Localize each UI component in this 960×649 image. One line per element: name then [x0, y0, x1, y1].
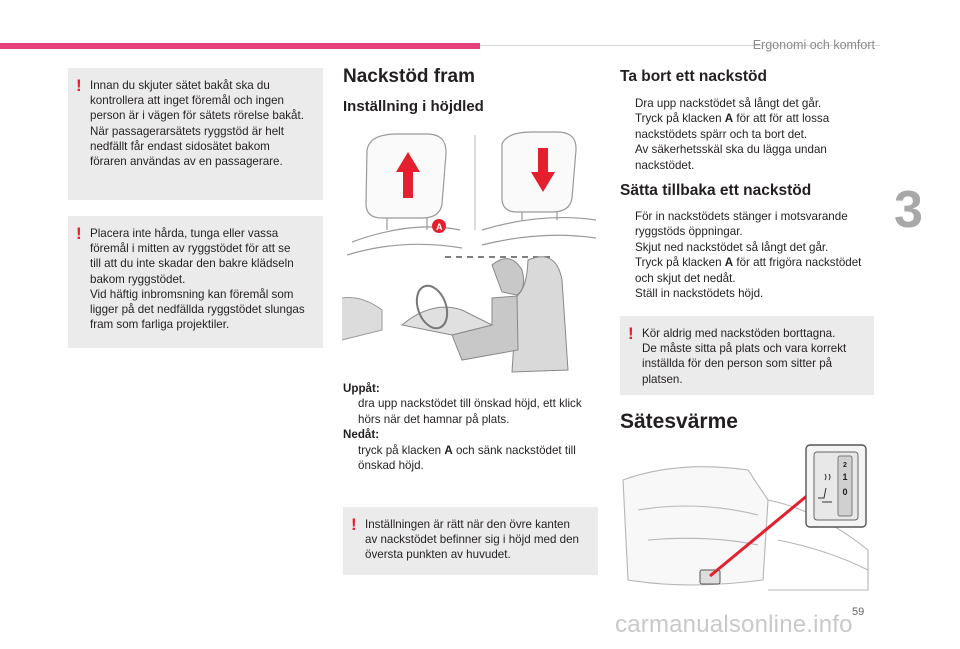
warning-box-objects	[68, 216, 323, 348]
section-heading-front-headrest: Nackstöd fram	[343, 66, 475, 87]
warning-icon: !	[351, 515, 357, 534]
down-list	[343, 443, 598, 474]
label-up: Uppåt:	[343, 382, 380, 395]
note-box-correct-height	[343, 507, 598, 575]
list-item: Tryck på klacken A för att för att lossa nackstödets spärr och ta bort det.	[635, 112, 830, 141]
warning-text: Placera inte hårda, tunga eller vassa föremål i mitten av ryggstödet för att se till att du inte skadar den bakre klädseln bakom ryggstödet. Vid häftig inbromsning kan föremål som ligger på det nedfällda ryggstödet slungas fram som farliga projektiler.	[90, 227, 305, 332]
warning-icon: !	[628, 324, 634, 343]
height-instructions	[343, 381, 598, 473]
note-text: Inställningen är rätt när den övre kanten av nackstödet befinner sig i höjd med den översta punkten av huvudet.	[365, 518, 579, 562]
warning-text: Kör aldrig med nackstöden borttagna. De måste sitta på plats och vara korrekt inställda för den person som sitter på platsen.	[642, 327, 847, 386]
list-item: Skjut ned nackstödet så långt det går.	[635, 240, 829, 254]
heading-refit-headrest: Sätta tillbaka ett nackstöd	[620, 182, 812, 199]
refit-list	[620, 209, 880, 301]
header-accent-bar	[0, 43, 480, 49]
remove-list	[620, 96, 875, 173]
warning-box-seat-back	[68, 68, 323, 200]
section-title: Ergonomi och komfort	[752, 38, 875, 52]
list-item: Dra upp nackstödet så långt det går.	[635, 97, 822, 110]
svg-text:0: 0	[842, 487, 848, 497]
list-item: dra upp nackstödet till önskad höjd, ett klick hörs när det hamnar på plats.	[358, 397, 582, 426]
warning-text: Innan du skjuter sätet bakåt ska du kontrollera att inget föremål och ingen person är i vägen för sätets rörelse bakåt. När passagerarsätets ryggstöd är helt nedfällt får endast sidosätet bakom föraren användas av en passagerare.	[90, 79, 304, 169]
watermark: carmanualsonline.info	[615, 611, 853, 638]
list-item: Tryck på klacken A för att frigöra nackstödet och skjut det nedåt.	[635, 256, 862, 285]
heading-seat-heating: Sätesvärme	[620, 410, 738, 433]
svg-text:A: A	[436, 222, 443, 232]
svg-text:2: 2	[843, 462, 847, 469]
list-item: tryck på klacken A och sänk nackstödet till önskad höjd.	[358, 443, 576, 473]
page-number: 59	[852, 606, 865, 618]
warning-icon: !	[76, 76, 82, 95]
svg-text:1: 1	[842, 472, 848, 482]
list-item: Av säkerhetsskäl ska du lägga undan nackstödet.	[635, 143, 827, 172]
heading-remove-headrest: Ta bort ett nackstöd	[620, 68, 767, 85]
warning-box-no-headrest	[620, 316, 874, 395]
seat-heating-illustration	[618, 440, 880, 600]
list-item: Ställ in nackstödets höjd.	[635, 287, 764, 301]
label-down: Nedåt:	[343, 428, 380, 442]
headrest-illustration	[342, 120, 598, 376]
list-item: För in nackstödets stänger i motsvarande ryggstöds öppningar.	[635, 210, 848, 239]
up-list	[343, 396, 598, 427]
subheading-height-adjust: Inställning i höjdled	[343, 98, 484, 115]
chapter-number: 3	[894, 181, 923, 239]
warning-icon: !	[76, 224, 82, 243]
